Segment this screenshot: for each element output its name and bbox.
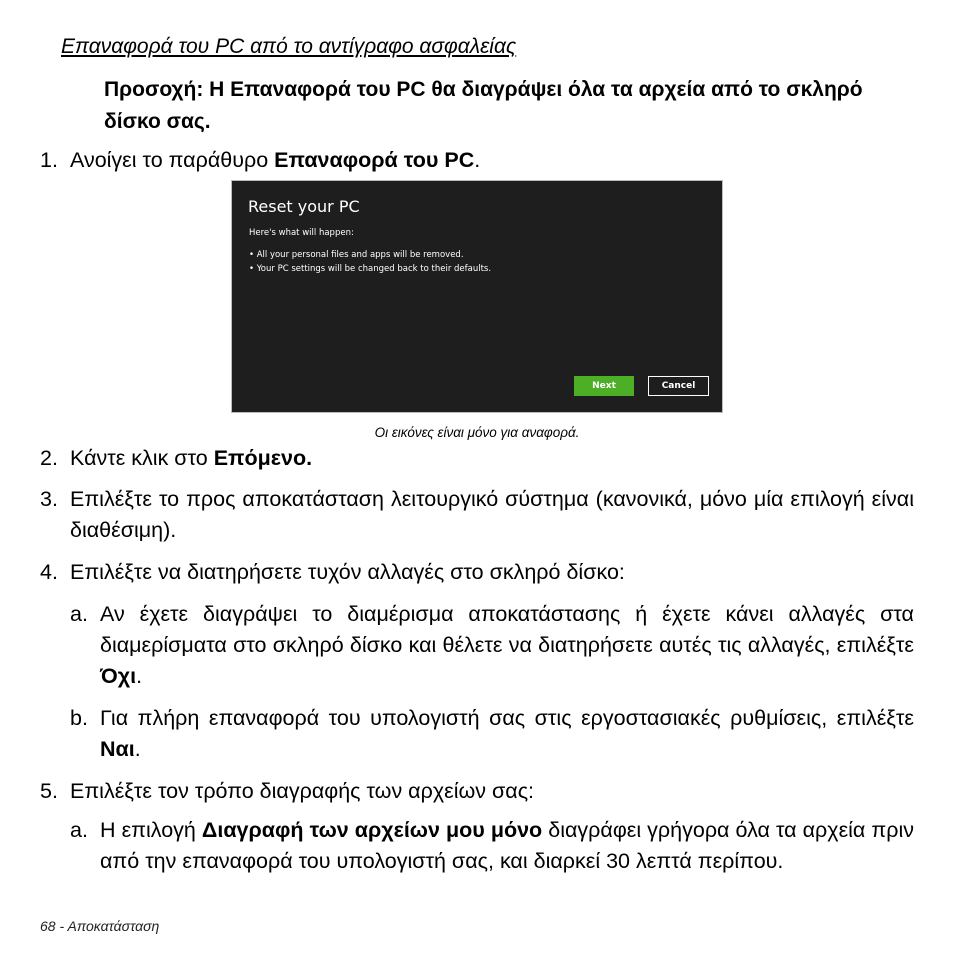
next-button[interactable]: Next	[574, 376, 634, 396]
dialog-bullet-2: • Your PC settings will be changed back to their defaults.	[249, 264, 492, 274]
step-number: 5.	[40, 779, 58, 803]
dialog-title: Reset your PC	[248, 197, 360, 216]
step-text-bold: Διαγραφή των αρχείων μου μόνο	[201, 818, 543, 842]
step-text	[100, 599, 914, 692]
reset-pc-screenshot	[231, 180, 723, 413]
step-text-bold: Όχι	[100, 664, 137, 688]
dialog-bullet-1: • All your personal files and apps will be removed.	[249, 250, 464, 260]
step-letter: b.	[70, 706, 88, 730]
step-text-pre: Αν έχετε διαγράψει το διαμέρισμα αποκατάστασης ή έχετε κάνει αλλαγές στα διαμερίσματα στο σκληρό δίσκο και θέλετε να διατηρήσετε αυτές τις αλλαγές, επιλέξτε	[100, 602, 914, 657]
step-text-bold: Επαναφορά του PC	[274, 148, 475, 172]
step-text: Επιλέξτε το προς αποκατάσταση λειτουργικό σύστημα (κανονικά, μόνο μία επιλογή είναι διαθέσιμη).	[70, 487, 914, 542]
step-text-pre: Ανοίγει το παράθυρο	[70, 148, 275, 172]
step-letter: a.	[70, 818, 88, 842]
step-text: Επιλέξτε να διατηρήσετε τυχόν αλλαγές στο σκληρό δίσκο:	[70, 560, 625, 584]
step-number: 1.	[40, 148, 58, 172]
image-caption: Οι εικόνες είναι μόνο για αναφορά.	[374, 425, 580, 440]
section-heading: Επαναφορά του PC από το αντίγραφο ασφαλείας	[61, 35, 517, 58]
step-text-post: .	[136, 664, 143, 688]
step-text-pre: Για πλήρη επαναφορά του υπολογιστή σας στις εργοστασιακές ρυθμίσεις, επιλέξτε	[100, 706, 914, 730]
step-text-bold: Επόμενο.	[213, 446, 313, 470]
step-text-post: διαγράφει γρήγορα όλα τα αρχεία πριν από την επαναφορά του υπολογιστή σας, και διαρκεί 30 λεπτά περίπου.	[100, 818, 914, 873]
step-text	[100, 703, 914, 765]
dialog-subtitle: Here's what will happen:	[249, 228, 354, 238]
step-text-pre: Η επιλογή	[100, 818, 202, 842]
step-number: 3.	[40, 487, 58, 511]
step-text	[70, 145, 914, 176]
warning-note: Προσοχή: Η Επαναφορά του PC θα διαγράψει όλα τα αρχεία από το σκληρό δίσκο σας.	[104, 78, 863, 133]
step-text-bold: Ναι	[100, 737, 135, 761]
step-text-post: .	[474, 148, 481, 172]
step-number: 4.	[40, 560, 58, 584]
step-text-post: .	[134, 737, 141, 761]
step-text-pre: Κάντε κλικ στο	[70, 446, 214, 470]
step-text: Επιλέξτε τον τρόπο διαγραφής των αρχείων σας:	[70, 779, 535, 803]
cancel-button[interactable]: Cancel	[648, 376, 709, 396]
step-text	[70, 443, 914, 474]
step-text	[100, 815, 914, 877]
page-footer: 68 - Αποκατάσταση	[40, 918, 160, 934]
step-letter: a.	[70, 602, 88, 626]
step-number: 2.	[40, 446, 58, 470]
